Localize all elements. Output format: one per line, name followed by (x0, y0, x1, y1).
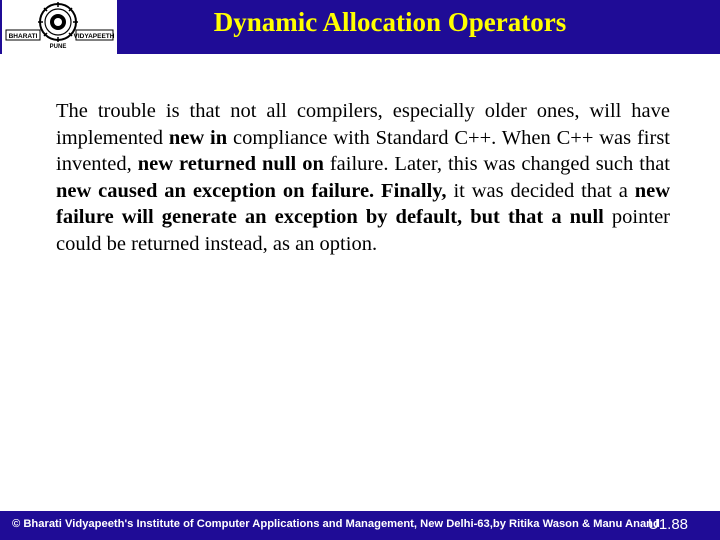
bold-text-segment: new failure will generate an exception by default, but that a null (56, 179, 671, 228)
page-number: U1.88 (648, 516, 689, 533)
bold-text-segment: new returned null on (137, 153, 324, 175)
slide-title: Dynamic Allocation Operators (213, 7, 567, 37)
body-paragraph (56, 98, 670, 257)
text-segment: failure. Later, this was changed such that (323, 153, 670, 175)
bold-text-segment: new in (168, 126, 228, 149)
logo-left-text: BHARATI (8, 33, 38, 40)
text-segment: pointer could be returned instead, as an option. (56, 206, 670, 255)
bold-text-segment: new caused an exception on failure. Finally, (56, 179, 447, 202)
text-segment: compliance with Standard C++. When C++ was first invented, (56, 126, 671, 175)
footer-bar (0, 511, 720, 540)
logo-bottom-text: PUNE (49, 44, 67, 50)
logo-right-text: VIDYAPEETH (73, 33, 115, 40)
institute-emblem-icon (2, 0, 117, 54)
logo (2, 0, 117, 54)
footer-credit: © Bharati Vidyapeeth's Institute of Computer Applications and Management, New Delhi-63,by Ritika Wason & Manu Anand (12, 518, 660, 530)
header-bar (0, 0, 720, 54)
text-segment: it was decided that a (446, 179, 635, 202)
text-segment: The trouble is that not all compilers, especially older ones, will have implemented (56, 100, 670, 149)
